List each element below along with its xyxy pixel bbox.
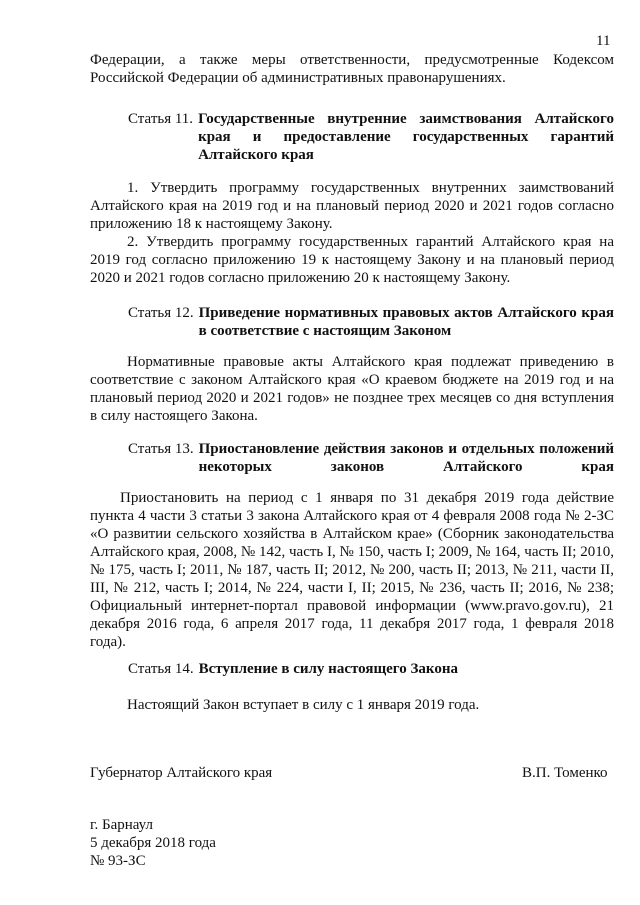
article-14-heading <box>128 660 614 678</box>
document-footer <box>90 816 216 870</box>
article-12-label: Статья 12. <box>128 305 194 321</box>
article-13-label: Статья 13. <box>128 441 194 457</box>
article-11-paragraph-2: 2. Утвердить программу государственных гарантий Алтайского края на 2019 год согласно приложению 19 к настоящему Закону и на плановый период 2020 и 2021 годов согласно приложению 20 к настоящему Закону. <box>90 234 614 286</box>
article-12-paragraph: Нормативные правовые акты Алтайского края подлежат приведению в соответствие с законом Алтайского края «О краевом бюджете на 2019 год и на плановый период 2020 и 2021 годов» не позднее трех месяцев со дня вступления в силу настоящего Закона. <box>90 354 614 424</box>
article-14-label: Статья 14. <box>128 661 194 677</box>
article-11-label: Статья 11. <box>128 111 194 127</box>
intro-paragraph: Федерации, а также меры ответственности, предусмотренные Кодексом Российской Федерации об административных правонарушениях. <box>90 52 614 86</box>
signature-position: Губернатор Алтайского края <box>90 765 273 781</box>
article-13-title: Приостановление действия законов и отдельных положений некоторых законов Алтайского края <box>198 441 614 475</box>
article-13-heading <box>128 440 614 476</box>
signature-name: В.П. Томенко <box>522 765 608 781</box>
page-number: 11 <box>596 33 611 49</box>
footer-date: 5 декабря 2018 года <box>90 835 216 851</box>
article-12-title: Приведение нормативных правовых актов Алтайского края в соответствие с настоящим Законом <box>198 305 614 339</box>
footer-city: г. Барнаул <box>90 817 153 833</box>
article-13-paragraph: Приостановить на период с 1 января по 31 декабря 2019 года действие пункта 4 части 3 статьи 3 закона Алтайского края от 4 февраля 2008 года № 2-ЗС «О развитии сельского хозяйства в Алтайском крае» (Сборник законодательства Алтайского края, 2008, № 142, часть I, № 150, часть I; 2009, № 164, часть II; 2010, № 175, часть I; 2011, № 187, часть II; 2012, № 200, часть II; 2013, № 211, части II, III, № 212, часть I; 2014, № 224, части I, II; 2015, № 236, часть II; 2016, № 238; Официальный интернет-портал правовой информации (www.pravo.gov.ru), 21 декабря 2016 года, 6 апреля 2017 года, 11 декабря 2017 года, 1 февраля 2018 года). <box>90 490 614 650</box>
footer-number: № 93-ЗС <box>90 853 146 869</box>
article-14-paragraph: Настоящий Закон вступает в силу с 1 января 2019 года. <box>127 697 480 713</box>
article-11-paragraph-1: 1. Утвердить программу государственных внутренних заимствований Алтайского края на 2019 год и на плановый период 2020 и 2021 годов согласно приложению 18 к настоящему Закону. <box>90 180 614 232</box>
article-14-title: Вступление в силу настоящего Закона <box>198 661 458 677</box>
article-11-title: Государственные внутренние заимствования Алтайского края и предоставление государственных гарантий Алтайского края <box>198 111 614 163</box>
article-12-heading <box>128 304 614 340</box>
article-11-heading <box>128 110 614 164</box>
